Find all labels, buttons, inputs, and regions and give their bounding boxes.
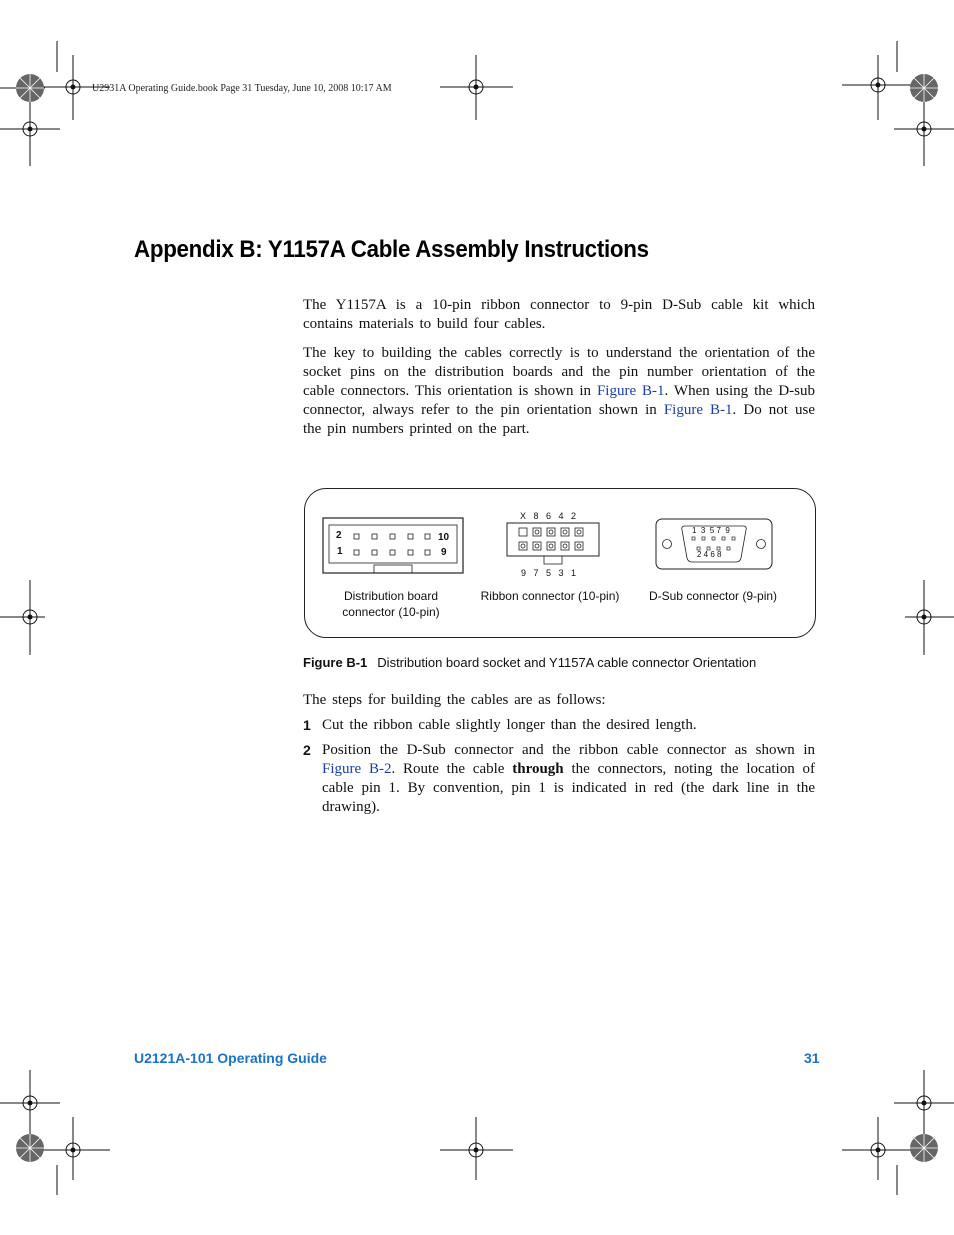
- ribbon-bottom-numbers: 9 7 5 3 1: [521, 568, 577, 578]
- dsub-top-numbers: 1 3 5 7 9: [692, 526, 730, 535]
- footer-guide-title: U2121A-101 Operating Guide: [134, 1050, 327, 1066]
- ribbon-connector-drawing: [506, 522, 600, 566]
- dist-pin-9-label: 9: [441, 547, 447, 558]
- para2-text-2: . When using the D-sub connector, always refer to the pin orientation shown in: [303, 383, 815, 418]
- intro-paragraph: The Y1157A is a 10-pin ribbon connector to 9-pin D-Sub cable kit which contains materials to build four cables.: [303, 297, 815, 332]
- step-2-number: 2: [303, 742, 311, 758]
- figure-b1-link[interactable]: Figure B-1: [596, 383, 665, 399]
- distribution-board-connector-drawing: [322, 517, 464, 575]
- dist-pin-10-label: 10: [438, 532, 450, 543]
- print-header: U2931A Operating Guide.book Page 31 Tuesday, June 10, 2008 10:17 AM: [92, 83, 392, 94]
- footer-page-number: 31: [804, 1050, 820, 1066]
- ribbon-connector-label: Ribbon connector (10-pin): [480, 589, 620, 603]
- figure-b1-link-2[interactable]: Figure B-1: [663, 402, 733, 418]
- dist-board-label-line2: connector (10-pin): [342, 605, 440, 619]
- dist-pin-1-label: 1: [337, 546, 343, 557]
- step-1-number: 1: [303, 717, 311, 733]
- step-2-bold: through: [512, 761, 564, 777]
- orientation-paragraph: [303, 344, 815, 439]
- para2-text-1: The key to building the cables correctly is to understand the orientation of the socket pins on the distribution boards and the pin number orientation of the cable connectors. This orientation is shown in: [303, 345, 815, 399]
- figure-b2-link[interactable]: Figure B-2: [322, 761, 392, 777]
- dsub-connector-label: D-Sub connector (9-pin): [648, 589, 778, 603]
- steps-intro: The steps for building the cables are as follows:: [303, 692, 606, 708]
- step-1: [303, 716, 815, 735]
- step-1-text: Cut the ribbon cable slightly longer than the desired length.: [322, 717, 697, 733]
- dsub-bottom-numbers: 2 4 6 8: [697, 550, 722, 559]
- step-2-text-3: the connectors, noting the location of cable pin 1. By convention, pin 1 is indicated in red (the dark line in the drawing).: [322, 761, 815, 815]
- dist-board-label: [326, 588, 456, 620]
- step-2-text: [322, 741, 815, 817]
- dist-board-label-line1: Distribution board: [343, 589, 439, 603]
- ribbon-top-numbers: X 8 6 4 2: [520, 511, 577, 521]
- para2-text-3: . Do not use the pin numbers printed on the part.: [303, 402, 815, 437]
- caption-text: Distribution board socket and Y1157A cable connector Orientation: [377, 655, 757, 670]
- figure-caption: [303, 655, 756, 670]
- step-2: [303, 741, 815, 817]
- step-2-text-1: Position the D-Sub connector and the ribbon cable connector as shown in: [322, 742, 815, 758]
- dist-pin-2-label: 2: [336, 530, 342, 541]
- step-2-text-2: . Route the cable: [391, 761, 513, 777]
- page-title: Appendix B: Y1157A Cable Assembly Instructions: [134, 236, 649, 263]
- caption-number: Figure B-1: [303, 655, 368, 670]
